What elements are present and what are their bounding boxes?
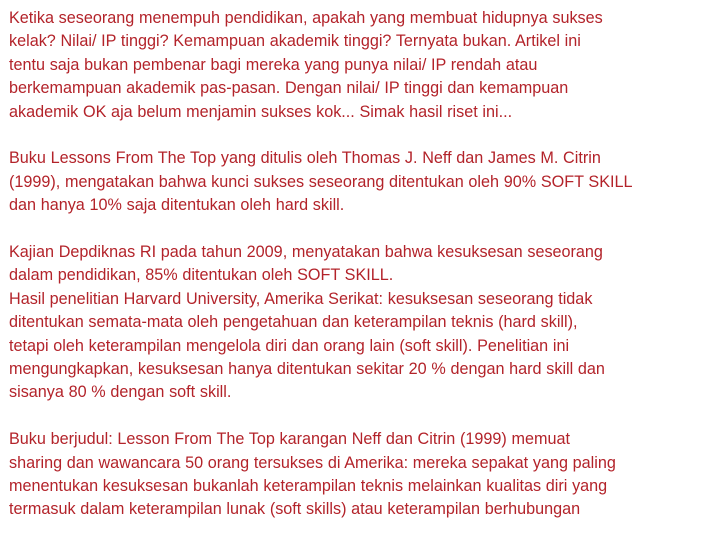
text-line: ditentukan semata-mata oleh pengetahuan dan keterampilan teknis (hard skill), [9, 313, 578, 332]
text-line: dalam pendidikan, 85% ditentukan oleh SOFT SKILL. [9, 266, 394, 285]
text-line: Buku Lessons From The Top yang ditulis oleh Thomas J. Neff dan James M. Citrin [9, 149, 601, 168]
text-line: Kajian Depdiknas RI pada tahun 2009, menyatakan bahwa kesuksesan seseorang [9, 243, 603, 262]
text-line: akademik OK aja belum menjamin sukses kok... Simak hasil riset ini... [9, 102, 513, 121]
text-line: mengungkapkan, kesuksesan hanya ditentukan sekitar 20 % dengan hard skill dan [9, 360, 605, 379]
text-line: tetapi oleh keterampilan mengelola diri dan orang lain (soft skill). Penelitian ini [9, 336, 570, 355]
text-line: berkemampuan akademik pas-pasan. Dengan nilai/ IP tinggi dan kemampuan [9, 79, 569, 98]
text-line: termasuk dalam keterampilan lunak (soft skills) atau keterampilan berhubungan [9, 500, 581, 519]
text-line: (1999), mengatakan bahwa kunci sukses seseorang ditentukan oleh 90% SOFT SKILL [9, 172, 633, 191]
text-line: tentu saja bukan pembenar bagi mereka yang punya nilai/ IP rendah atau [9, 55, 538, 74]
text-line: kelak? Nilai/ IP tinggi? Kemampuan akademik tinggi? Ternyata bukan. Artikel ini [9, 32, 581, 51]
text-line: sisanya 80 % dengan soft skill. [9, 383, 232, 402]
text-line: sharing dan wawancara 50 orang tersukses di Amerika: mereka sepakat yang paling [9, 453, 616, 472]
paragraph-intro [9, 7, 714, 124]
text-line: Ketika seseorang menempuh pendidikan, apakah yang membuat hidupnya sukses [9, 9, 603, 27]
text-line: Hasil penelitian Harvard University, Amerika Serikat: kesuksesan seseorang tidak [9, 289, 593, 308]
paragraph-lessons-from-the-top [9, 147, 714, 217]
text-line: dan hanya 10% saja ditentukan oleh hard skill. [9, 196, 345, 215]
text-line: Buku berjudul: Lesson From The Top karangan Neff dan Citrin (1999) memuat [9, 430, 570, 449]
paragraph-harvard [9, 288, 714, 405]
paragraph-book-lesson [9, 428, 714, 522]
text-line: menentukan kesuksesan bukanlah keterampilan teknis melainkan kualitas diri yang [9, 477, 608, 496]
paragraph-depdiknas [9, 241, 714, 288]
